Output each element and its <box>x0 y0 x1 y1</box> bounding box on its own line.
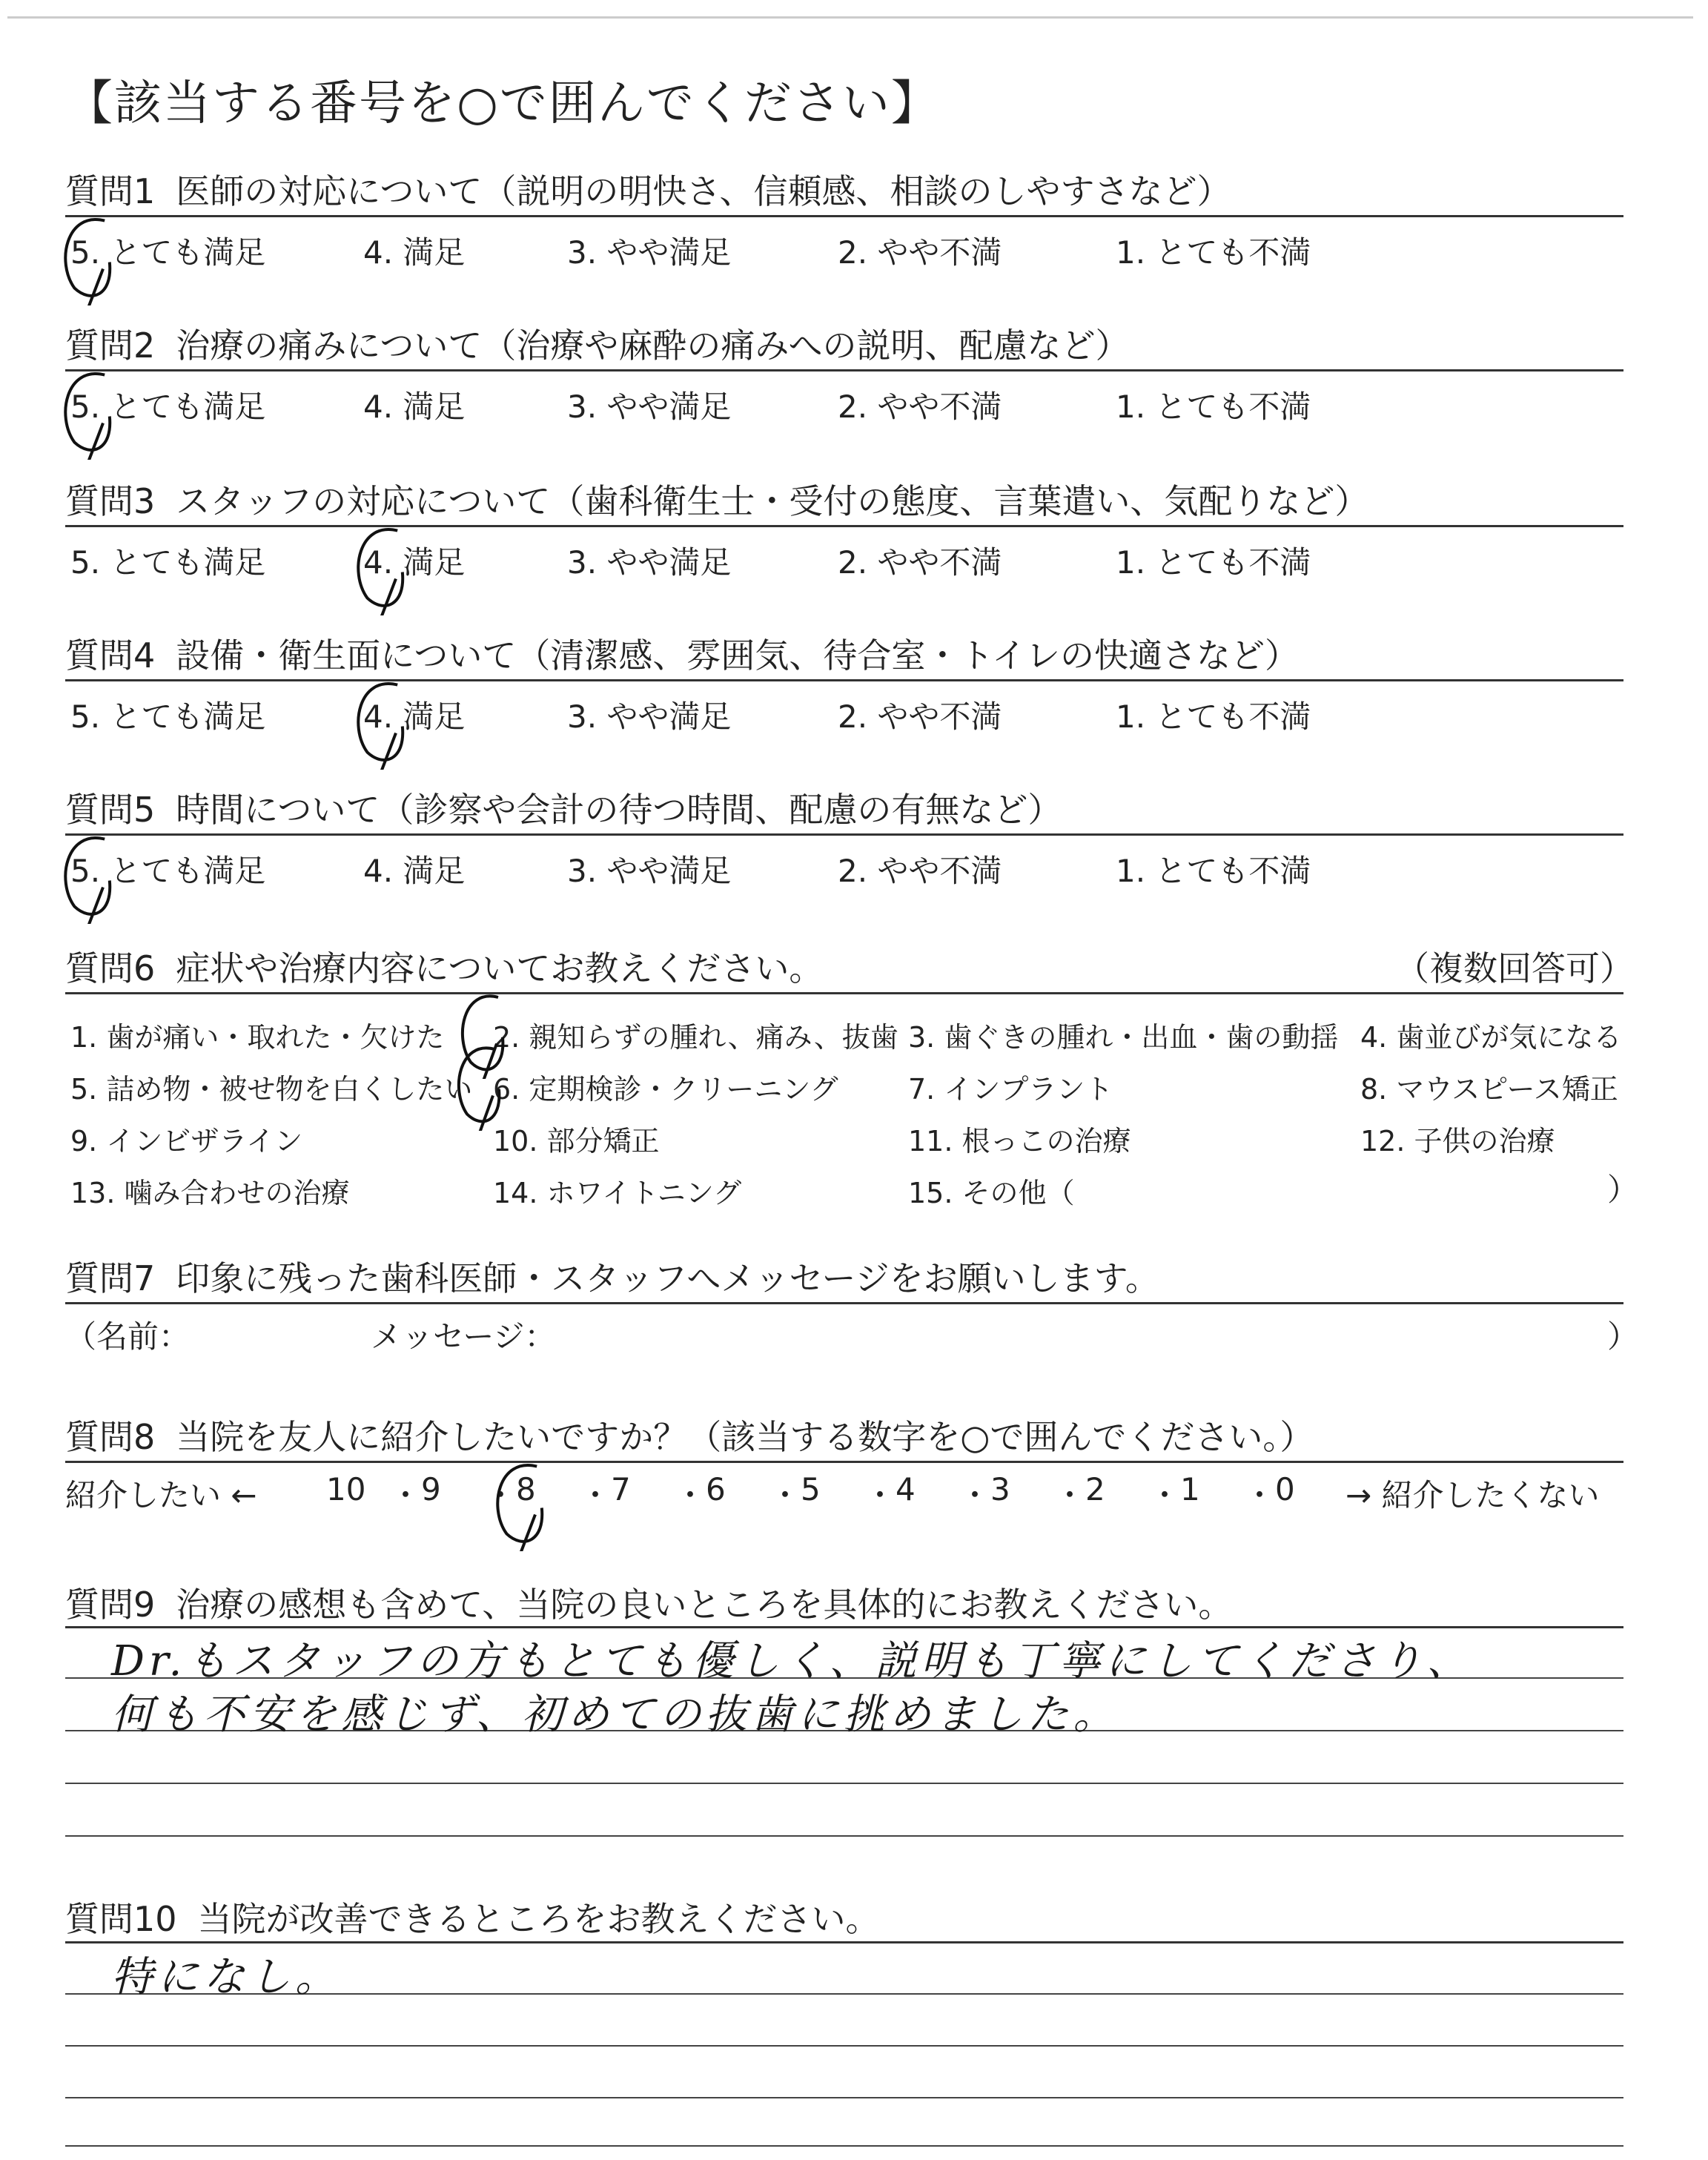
q10-title <box>65 1892 880 1941</box>
q7-title <box>65 1252 1159 1301</box>
q6-title <box>65 942 823 991</box>
q1-number: 質問1 <box>65 171 156 211</box>
q9-number: 質問9 <box>65 1585 156 1625</box>
q4-text: 設備・衛生面について（清潔感、雰囲気、待合室・トイレの快適さなど） <box>176 635 1300 676</box>
q1-option-3[interactable]: 3. やや満足 <box>567 234 732 271</box>
q3-option-1[interactable]: 1. とても不満 <box>1116 544 1311 581</box>
q7-text: 印象に残った歯科医師・スタッフへメッセージをお願いします。 <box>176 1258 1159 1298</box>
q8-scale-separator: ・ <box>769 1477 801 1513</box>
q6-option-8[interactable]: 8. マウスピース矯正 <box>1360 1073 1618 1106</box>
q5-option-5[interactable]: 5. とても満足 <box>70 853 266 889</box>
q8-scale-3[interactable]: 3 <box>990 1471 1010 1507</box>
q8-scale-separator: ・ <box>864 1477 896 1513</box>
q6-option-6[interactable]: 6. 定期検診・クリーニング <box>493 1073 838 1106</box>
q6-option-15[interactable]: 15. その他（ <box>908 1177 1075 1209</box>
q9-text: 治療の感想も含めて、当院の良いところを具体的にお教えください。 <box>176 1585 1233 1625</box>
q8-scale-separator: ・ <box>485 1477 517 1513</box>
q3-title <box>65 475 1368 524</box>
q5-option-3[interactable]: 3. やや満足 <box>567 853 732 889</box>
q9-line-4 <box>65 1835 1623 1837</box>
q1-option-4[interactable]: 4. 満足 <box>363 234 466 271</box>
q2-option-2[interactable]: 2. やや不満 <box>838 389 1002 425</box>
q8-scale-separator: ・ <box>1244 1477 1276 1513</box>
q5-option-4[interactable]: 4. 満足 <box>363 853 466 889</box>
q2-option-3[interactable]: 3. やや満足 <box>567 389 732 425</box>
q7-message-label: メッセージ： <box>371 1318 556 1355</box>
q8-right-label: → 紹介したくない <box>1345 1477 1600 1513</box>
q6-option-5[interactable]: 5. 詰め物・被せ物を白くしたい <box>70 1073 473 1106</box>
q6-option-2[interactable]: 2. 親知らずの腫れ、痛み、抜歯 <box>493 1021 898 1054</box>
q8-scale-2[interactable]: 2 <box>1085 1471 1105 1507</box>
q2-option-1[interactable]: 1. とても不満 <box>1116 389 1311 425</box>
q2-option-4[interactable]: 4. 満足 <box>363 389 466 425</box>
q6-number: 質問6 <box>65 948 156 988</box>
q3-option-4[interactable]: 4. 満足 <box>363 544 466 581</box>
q4-option-2[interactable]: 2. やや不満 <box>838 698 1002 735</box>
q8-scale-7[interactable]: 7 <box>611 1471 631 1507</box>
q6-option-4[interactable]: 4. 歯並びが気になる <box>1360 1021 1622 1054</box>
q8-scale-0[interactable]: 0 <box>1275 1471 1295 1507</box>
q4-option-5[interactable]: 5. とても満足 <box>70 698 266 735</box>
q6-option-7[interactable]: 7. インプラント <box>908 1073 1113 1106</box>
q4-number: 質問4 <box>65 635 156 676</box>
q8-scale-6[interactable]: 6 <box>706 1471 726 1507</box>
q1-text: 医師の対応について（説明の明快さ、信頼感、相談のしやすさなど） <box>176 171 1231 211</box>
q3-option-5[interactable]: 5. とても満足 <box>70 544 266 581</box>
q2-option-5[interactable]: 5. とても満足 <box>70 389 266 425</box>
q6-option-13[interactable]: 13. 噛み合わせの治療 <box>70 1177 350 1209</box>
q7-name-label: （名前： <box>65 1318 191 1355</box>
q8-scale-separator: ・ <box>959 1477 991 1513</box>
q3-rule <box>65 525 1623 527</box>
q2-text: 治療の痛みについて（治療や麻酔の痛みへの説明、配慮など） <box>176 326 1130 366</box>
q10-handwritten-line-1: 特になし。 <box>111 1953 341 2001</box>
q5-title <box>65 783 1062 832</box>
q3-text: スタッフの対応について（歯科衛生士・受付の態度、言葉遣い、気配りなど） <box>176 481 1369 521</box>
q1-option-2[interactable]: 2. やや不満 <box>838 234 1002 271</box>
q6-option-12[interactable]: 12. 子供の治療 <box>1360 1125 1555 1157</box>
q6-close-paren: ） <box>1607 1172 1639 1208</box>
q3-option-2[interactable]: 2. やや不満 <box>838 544 1002 581</box>
q8-scale-10[interactable]: 10 <box>326 1471 366 1507</box>
q9-handwritten-line-2: 何も不安を感じず、初めての抜歯に挑めました。 <box>111 1691 1119 1739</box>
q10-line-2 <box>65 2045 1623 2047</box>
q6-option-1[interactable]: 1. 歯が痛い・取れた・欠けた <box>70 1021 445 1054</box>
q6-rule <box>65 992 1623 994</box>
q1-rule <box>65 215 1623 217</box>
q8-scale-separator: ・ <box>1149 1477 1181 1513</box>
q2-title <box>65 319 1129 368</box>
q4-option-3[interactable]: 3. やや満足 <box>567 698 732 735</box>
q8-scale-separator: ・ <box>390 1477 422 1513</box>
q6-option-11[interactable]: 11. 根っこの治療 <box>908 1125 1131 1157</box>
q8-scale-5[interactable]: 5 <box>801 1471 821 1507</box>
q8-scale-8[interactable]: 8 <box>516 1471 536 1507</box>
q6-text: 症状や治療内容についてお教えください。 <box>176 948 824 988</box>
q4-option-1[interactable]: 1. とても不満 <box>1116 698 1311 735</box>
q8-scale-9[interactable]: 9 <box>421 1471 441 1507</box>
q4-rule <box>65 679 1623 681</box>
q1-option-1[interactable]: 1. とても不満 <box>1116 234 1311 271</box>
q8-left-label: 紹介したい ← <box>65 1477 257 1513</box>
q6-option-3[interactable]: 3. 歯ぐきの腫れ・出血・歯の動揺 <box>908 1021 1339 1054</box>
q6-multi-note: （複数回答可） <box>1395 948 1634 988</box>
q9-line-3 <box>65 1783 1623 1784</box>
q8-number: 質問8 <box>65 1417 156 1457</box>
q5-option-1[interactable]: 1. とても不満 <box>1116 853 1311 889</box>
q9-handwritten-line-1: Dr.もスタッフの方もとても優しく、説明も丁寧にしてくださり、 <box>111 1637 1473 1685</box>
q6-option-14[interactable]: 14. ホワイトニング <box>493 1177 742 1209</box>
q10-text: 当院が改善できるところをお教えください。 <box>197 1899 880 1939</box>
q7-rule <box>65 1302 1623 1304</box>
q5-text: 時間について（診察や会計の待つ時間、配慮の有無など） <box>176 790 1062 830</box>
q2-rule <box>65 369 1623 371</box>
q10-line-3 <box>65 2097 1623 2098</box>
q10-line-4 <box>65 2145 1623 2147</box>
q8-scale-4[interactable]: 4 <box>896 1471 916 1507</box>
q7-close-paren: ） <box>1607 1318 1639 1355</box>
q8-scale-separator: ・ <box>1054 1477 1086 1513</box>
q8-rule <box>65 1461 1623 1463</box>
q10-rule <box>65 1941 1623 1943</box>
q6-option-10[interactable]: 10. 部分矯正 <box>493 1125 660 1157</box>
q3-number: 質問3 <box>65 481 156 521</box>
q4-title <box>65 629 1299 678</box>
q5-number: 質問5 <box>65 790 156 830</box>
q8-scale-separator: ・ <box>675 1477 706 1513</box>
q4-option-4[interactable]: 4. 満足 <box>363 698 466 735</box>
q9-title <box>65 1578 1232 1627</box>
q8-scale-1[interactable]: 1 <box>1180 1471 1200 1507</box>
q1-title <box>65 165 1231 214</box>
q8-text: 当院を友人に紹介したいですか？（該当する数字を○で囲んでください。） <box>176 1417 1314 1457</box>
q6-option-9[interactable]: 9. インビザライン <box>70 1125 303 1157</box>
scan-edge-line <box>7 16 1693 19</box>
q8-scale-separator: ・ <box>580 1477 612 1513</box>
q1-option-5[interactable]: 5. とても満足 <box>70 234 266 271</box>
q8-title <box>65 1410 1314 1459</box>
q2-number: 質問2 <box>65 326 156 366</box>
q10-number: 質問10 <box>65 1899 177 1939</box>
q3-option-3[interactable]: 3. やや満足 <box>567 544 732 581</box>
q7-number: 質問7 <box>65 1258 156 1298</box>
page-header: 【該当する番号を○で囲んでください】 <box>65 76 940 131</box>
q5-option-2[interactable]: 2. やや不満 <box>838 853 1002 889</box>
q5-rule <box>65 833 1623 836</box>
